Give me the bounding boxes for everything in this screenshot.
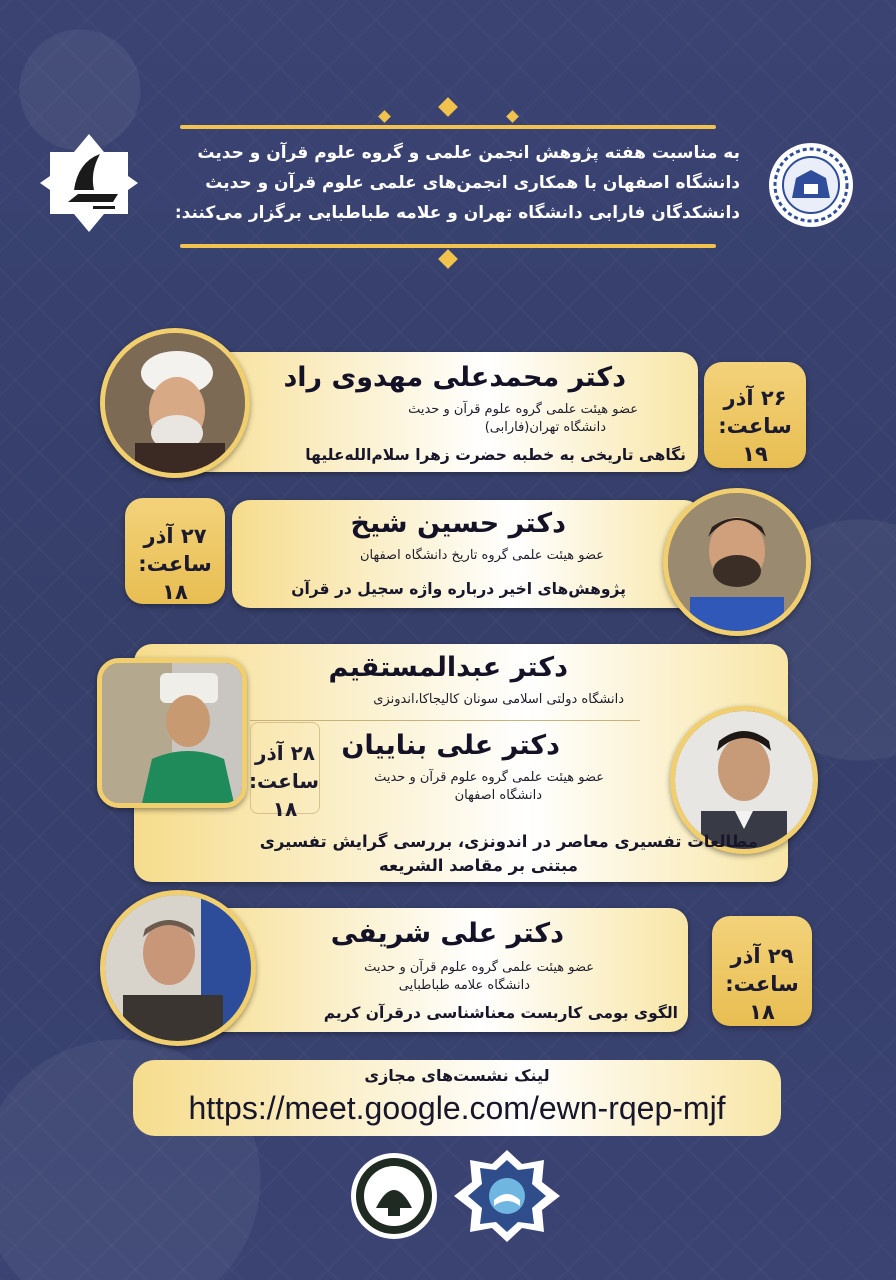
quran-sciences-association-logo [452,1148,562,1244]
speaker-role-hossein-sheikh: عضو هیئت علمی گروه تاریخ دانشگاه اصفهان [359,548,604,563]
bottom-ornament-diamond [438,249,458,269]
bottom-seal-logo [350,1152,438,1240]
speaker-role-mahdavi-rad-2: دانشگاه تهران(فارابی) [484,420,606,435]
session-4-topic: الگوی بومی کاربست معناشناسی درقرآن کریم [323,1004,678,1022]
top-ornament-diamond-small-left [378,110,391,123]
session-1-date: ۲۶ آذر [723,386,787,410]
speaker-name-ali-banaeian: دکتر علی بناییان [341,730,560,761]
faculty-logo [38,132,140,234]
session-4-date-box [712,916,812,1026]
session-4-time: ساعت: ۱۸ [725,972,799,1024]
speaker-role-ali-banaeian-2: دانشگاه اصفهان [454,788,542,803]
intro-line-1: به مناسبت هفته پژوهش انجمن علمی و گروه علوم قرآن و حدیث [197,143,740,163]
session-2-date: ۲۷ آذر [143,524,207,548]
virtual-sessions-label: لینک نشست‌های مجازی [364,1066,550,1085]
session-2-topic: پژوهش‌های اخیر درباره واژه سجیل در قرآن [291,580,626,598]
meeting-link[interactable]: https://meet.google.com/ewn-rqep-mjf [188,1090,726,1126]
intro-text [128,138,740,228]
session-3-date-box [248,722,320,821]
speaker-role-mahdavi-rad-1: عضو هیئت علمی گروه علوم قرآن و حدیث [408,402,638,417]
speaker-photo-hossein-sheikh [663,488,811,636]
session-4-date: ۲۹ آذر [730,944,794,968]
virtual-sessions-link-box [133,1060,781,1136]
speaker-photo-mahdavi-rad [100,328,250,478]
session-1-date-box [704,362,806,468]
top-ornament-line [180,125,716,129]
session-3-time: ساعت: ۱۸ [248,769,319,821]
session-3-divider [250,720,640,721]
session-3-topic-line-1: مطالعات تفسیری معاصر در اندونزی، بررسی گرایش تفسیری [259,832,758,851]
session-2-time: ساعت: ۱۸ [138,552,212,604]
session-1-time: ساعت: ۱۹ [718,414,792,466]
bottom-ornament-line [180,244,716,248]
speaker-role-abdul-mustaqim: دانشگاه دولتی اسلامی سونان کالیجاکا،اندونزی [373,692,624,707]
speaker-role-ali-banaeian-1: عضو هیئت علمی گروه علوم قرآن و حدیث [374,770,604,785]
speaker-name-abdul-mustaqim: دکتر عبدالمستقیم [328,652,568,683]
speaker-name-ali-sharifi: دکتر علی شریفی [330,918,564,949]
university-of-isfahan-logo [768,142,854,228]
speaker-name-hossein-sheikh: دکتر حسین شیخ [350,508,566,539]
intro-line-2: دانشگاه اصفهان با همکاری انجمن‌های علمی علوم قرآن و حدیث [205,173,740,193]
top-ornament-diamond [438,97,458,117]
top-ornament-diamond-small-right [506,110,519,123]
session-2-date-box [125,498,225,604]
session-1-topic: نگاهی تاریخی به خطبه حضرت زهرا سلام‌الله‌علیها [305,446,686,464]
session-3-date: ۲۸ آذر [254,741,316,765]
intro-line-3: دانشکدگان فارابی دانشگاه تهران و علامه طباطبایی برگزار می‌کنند: [174,203,740,223]
speaker-photo-abdul-mustaqim [97,658,247,808]
speaker-name-mahdavi-rad: دکتر محمدعلی مهدوی راد [283,362,626,393]
speaker-role-ali-sharifi-1: عضو هیئت علمی گروه علوم قرآن و حدیث [364,960,594,975]
session-3-topic-line-2: مبتنی بر مقاصد الشریعه [379,856,578,875]
speaker-photo-ali-sharifi [100,890,256,1046]
speaker-role-ali-sharifi-2: دانشگاه علامه طباطبایی [398,978,530,993]
